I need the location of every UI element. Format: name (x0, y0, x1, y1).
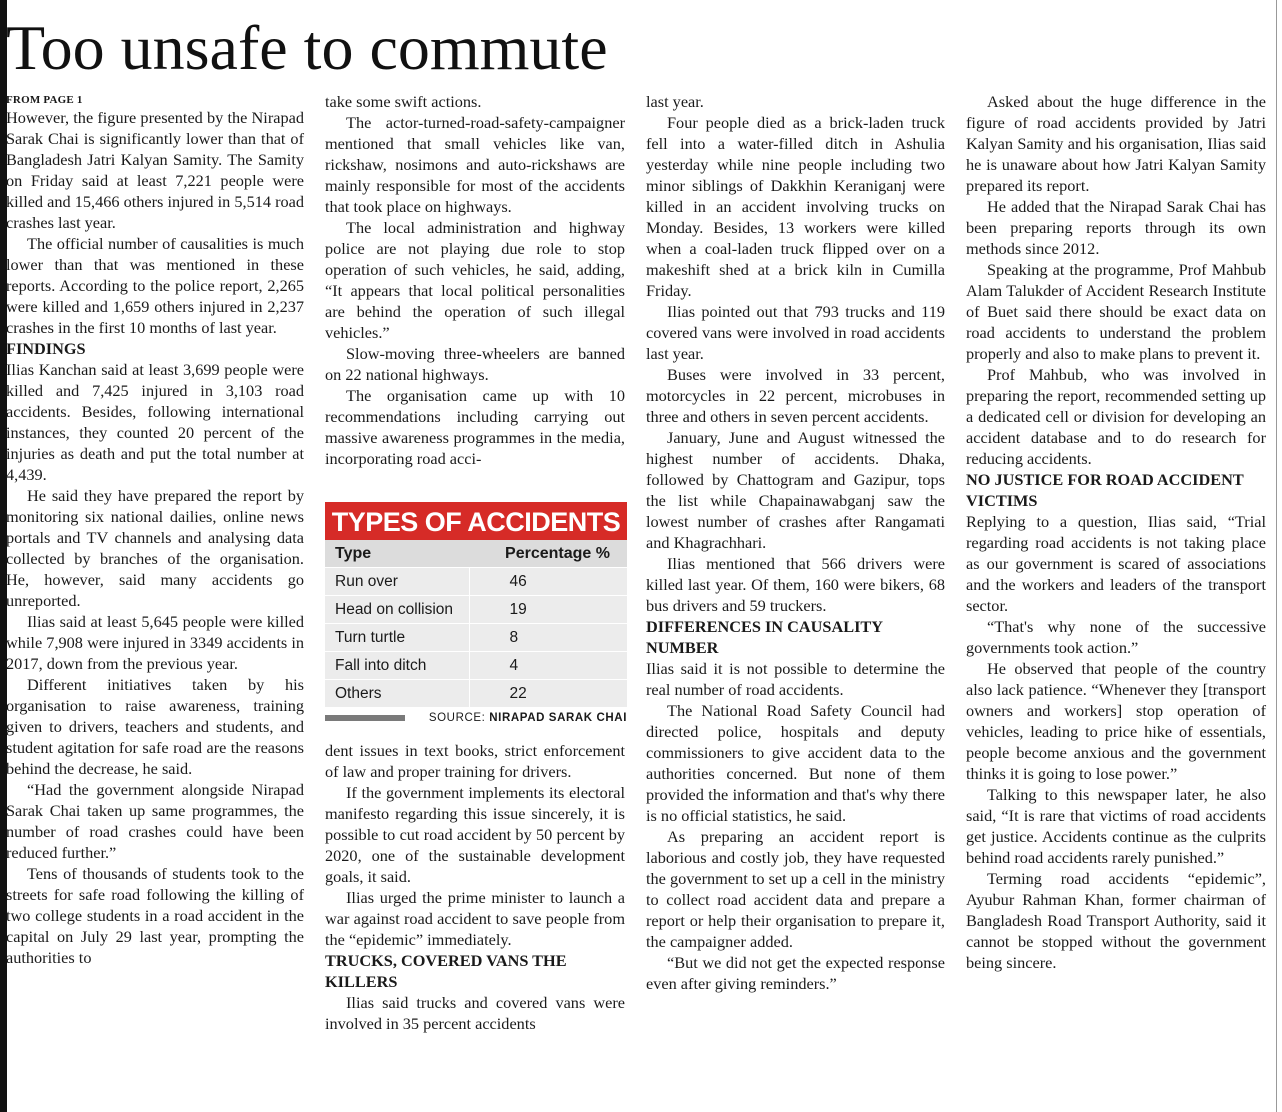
table-row (325, 596, 627, 624)
source-name: NIRAPAD SARAK CHAI (489, 712, 627, 724)
paragraph: Tens of thousands of students took to the streets for safe road following the killing of two college students in a road accident in the capital on July 29 last year, prompting the authorities to (6, 864, 304, 967)
paragraph: dent issues in text books, strict enforcement of law and proper training for drivers. (325, 741, 625, 781)
percentage-cell: 22 (469, 680, 627, 708)
percentage-cell: 8 (469, 624, 627, 652)
subheading: TRUCKS, COVERED VANS THE KILLERS (325, 951, 567, 991)
paragraph: He added that the Nirapad Sarak Chai has been preparing reports through its own methods since 2012. (966, 197, 1266, 258)
paragraph: “Had the government alongside Nirapad Sarak Chai taken up same programmes, the number of road crashes could have been reduced further.” (6, 780, 304, 862)
article-column-1 (6, 93, 304, 968)
percentage-cell: 4 (469, 652, 627, 680)
type-cell: Fall into ditch (325, 652, 469, 680)
percentage-cell: 19 (469, 596, 627, 624)
paragraph: He observed that people of the country also lack patience. “Whenever they [transport owners and workers] stop operation of vehicles, leading to price hike of essentials, people become anxious and the government thinks it is going to lose power.” (966, 659, 1266, 783)
paragraph: Slow-moving three-wheelers are banned on 22 national highways. (325, 344, 625, 384)
percentage-cell: 46 (469, 568, 627, 596)
paragraph: He said they have prepared the report by monitoring six national dailies, online news portals and TV channels and analysing data collected by branches of the organisation. He, however, said many accidents go unreported. (6, 486, 304, 610)
right-edge-rule (1276, 0, 1277, 1112)
paragraph: Four people died as a brick-laden truck fell into a water-filled ditch in Ashulia yesterday while nine people including two minor siblings of Dakkhin Keraniganj were killed in an accident involving trucks on Monday. Besides, 13 workers were killed when a coal-laden truck flipped over on a makeshift shed at a brick kiln in Cumilla Friday. (646, 113, 945, 300)
type-cell: Run over (325, 568, 469, 596)
type-cell: Head on collision (325, 596, 469, 624)
types-of-accidents-infobox (325, 502, 627, 722)
table-row (325, 680, 627, 708)
paragraph: Ilias Kanchan said at least 3,699 people were killed and 7,425 injured in 3,103 road accidents. Besides, following international instances, they counted 20 percent of the injuries as death and put the total number at 4,439. (6, 360, 304, 484)
paragraph: Ilias said at least 5,645 people were killed while 7,908 were injured in 3349 accidents in 2017, down from the previous year. (6, 612, 304, 673)
paragraph: The actor-turned-road-safety-campaigner mentioned that small vehicles like van, rickshaw, nosimons and auto-rickshaws are mainly responsible for most of the accidents that took place on highways. (325, 113, 625, 216)
article-column-3 (646, 91, 945, 994)
type-cell: Turn turtle (325, 624, 469, 652)
paragraph: The local administration and highway police are not playing due role to stop operation of such vehicles, he said, adding, “It appears that local political personalities are behind the operation of such illegal vehicles.” (325, 218, 625, 342)
paragraph: However, the figure presented by the Nirapad Sarak Chai is significantly lower than that of Bangladesh Jatri Kalyan Samity. The Samity on Friday said at least 7,221 people were killed and 15,466 others injured in 5,514 road crashes last year. (6, 108, 304, 232)
subheading: NO JUSTICE FOR ROAD ACCIDENT VICTIMS (966, 470, 1244, 510)
paragraph: Ilias said trucks and covered vans were involved in 35 percent accidents (325, 993, 625, 1033)
paragraph: January, June and August witnessed the highest number of accidents. Dhaka, followed by Chattogram and Gazipur, tops the list while Chapainawabganj saw the lowest number of crashes after Rangamati and Khagrachhari. (646, 428, 945, 552)
infobox-title: TYPES OF ACCIDENTS (325, 502, 627, 540)
paragraph: “But we did not get the expected response even after giving reminders.” (646, 953, 945, 993)
table-row (325, 624, 627, 652)
paragraph: take some swift actions. (325, 92, 482, 111)
paragraph: Ilias said it is not possible to determine the real number of road accidents. (646, 659, 945, 699)
source-bar (325, 715, 405, 721)
source-credit (429, 711, 627, 725)
paragraph: The National Road Safety Council had directed police, hospitals and deputy commissioners to give accident data to the authorities concerned. But none of them provided the information and that's why there is no official statistics, he said. (646, 701, 945, 825)
headline: Too unsafe to commute (6, 12, 608, 83)
table-header-type: Type (325, 540, 469, 568)
paragraph: last year. (646, 92, 704, 111)
table-row (325, 652, 627, 680)
paragraph: Different initiatives taken by his organisation to raise awareness, training given to drivers, teachers and students, and student agitation for safe road are the reasons behind the decrease, he said. (6, 675, 304, 778)
article-column-4 (966, 91, 1266, 973)
paragraph: The official number of causalities is much lower than that was mentioned in these reports. According to the police report, 2,265 were killed and 1,659 others injured in 2,237 crashes in the first 10 months of last year. (6, 234, 304, 337)
paragraph: The organisation came up with 10 recommendations including carrying out massive awareness programmes in the media, incorporating road acci- (325, 386, 625, 468)
paragraph: Ilias pointed out that 793 trucks and 119 covered vans were involved in road accidents last year. (646, 302, 945, 363)
article-column-2-bottom (325, 740, 625, 1034)
paragraph: If the government implements its electoral manifesto regarding this issue sincerely, it is possible to cut road accident by 50 percent by 2020, one of the sustainable development goals, it said. (325, 783, 625, 886)
paragraph: Asked about the huge difference in the figure of road accidents provided by Jatri Kalyan Samity and his organisation, Ilias said he is unaware about how Jatri Kalyan Samity prepared its report. (966, 92, 1266, 195)
paragraph: Terming road accidents “epidemic”, Ayubur Rahman Khan, former chairman of Bangladesh Road Transport Authority, said it cannot be stopped without the government being sincere. (966, 869, 1266, 972)
paragraph: As preparing an accident report is laborious and costly job, they have requested the government to set up a cell in the ministry to collect road accident data and prepare a report or help their organisation to prepare it, the campaigner added. (646, 827, 945, 951)
paragraph: Talking to this newspaper later, he also said, “It is rare that victims of road accidents get justice. Accidents continue as the culprits behind road accidents rarely punished.” (966, 785, 1266, 867)
source-label: SOURCE: (428, 712, 486, 724)
paragraph: Prof Mahbub, who was involved in preparing the report, recommended setting up a dedicated cell or division for developing an accident database and to do research for reducing accidents. (966, 365, 1266, 468)
paragraph: Replying to a question, Ilias said, “Trial regarding road accidents is not taking place as our government is scared of associations and the workers and leaders of the transport sector. (966, 512, 1266, 615)
table-row (325, 568, 627, 596)
subheading: DIFFERENCES IN CAUSALITY NUMBER (646, 617, 883, 657)
table-header-percentage: Percentage % (469, 540, 627, 568)
article-column-2-top (325, 91, 625, 469)
paragraph: “That's why none of the successive governments took action.” (966, 617, 1266, 657)
paragraph: Speaking at the programme, Prof Mahbub Alam Talukder of Accident Research Institute of Buet said there should be exact data on road accidents to understand the problem properly and also to make plans to prevent it. (966, 260, 1266, 363)
paragraph: Ilias mentioned that 566 drivers were killed last year. Of them, 160 were bikers, 68 bus drivers and 59 truckers. (646, 554, 945, 615)
subheading: FINDINGS (6, 339, 86, 358)
paragraph: Ilias urged the prime minister to launch a war against road accident to save people from the “epidemic” immediately. (325, 888, 625, 949)
accident-types-table (325, 540, 627, 707)
type-cell: Others (325, 680, 469, 708)
infobox-source (325, 711, 627, 725)
paragraph: Buses were involved in 33 percent, motorcycles in 22 percent, microbuses in three and others in seven percent accidents. (646, 365, 945, 426)
kicker-from-page: FROM PAGE 1 (6, 94, 83, 106)
